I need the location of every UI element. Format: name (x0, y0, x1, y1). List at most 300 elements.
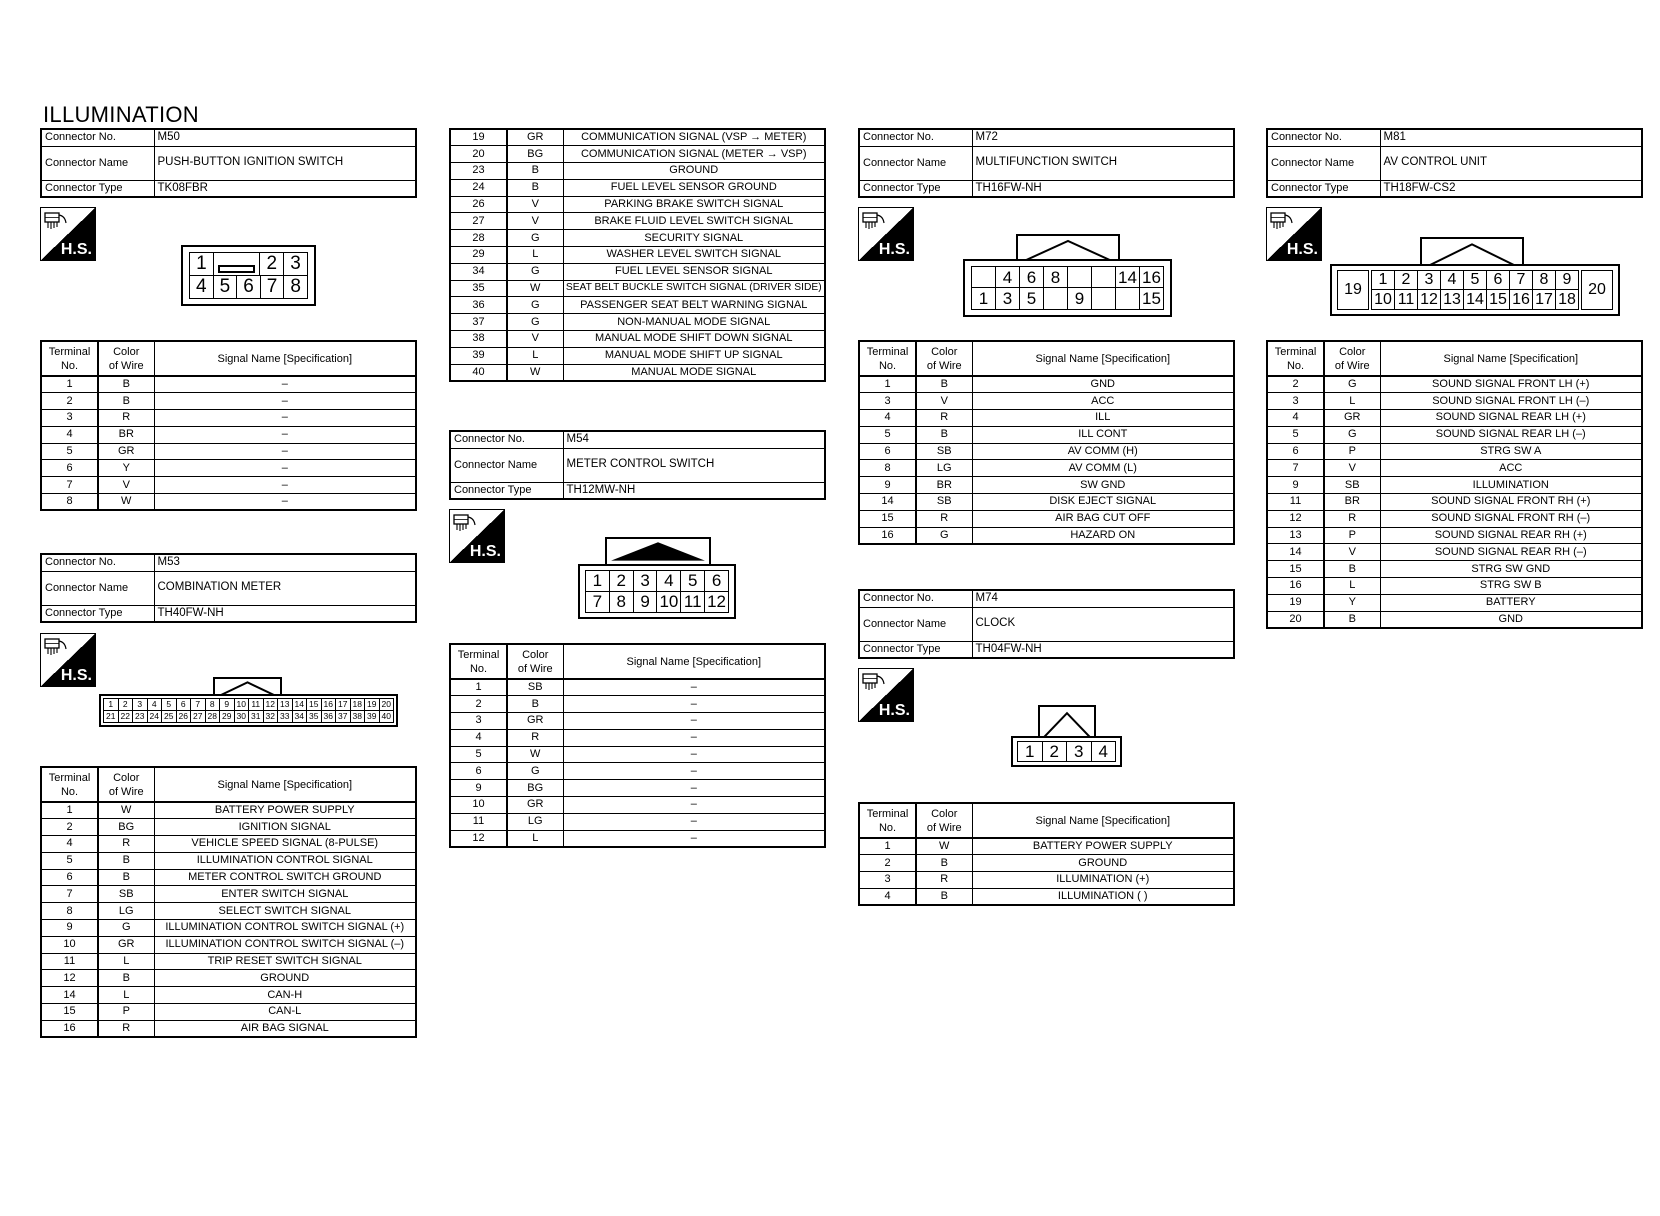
terminal-no-header-line: No. (878, 821, 897, 834)
wire-color: R (98, 1020, 154, 1037)
pin-blank (1116, 288, 1140, 309)
pin-7: 7 (191, 699, 206, 711)
wire-color: B (507, 179, 563, 196)
signal-name: ILLUMINATION (1380, 477, 1642, 494)
terminal-row (41, 987, 416, 1004)
terminal-no: 5 (41, 852, 98, 869)
connector-type-value: TH40FW-NH (154, 605, 416, 622)
wire-color: LG (507, 813, 563, 830)
wire-color: R (1324, 510, 1380, 527)
wire-color: G (98, 920, 154, 937)
terminal-row (859, 460, 1234, 477)
terminal-no-header (859, 341, 916, 376)
terminal-row (41, 852, 416, 869)
pin-17: 17 (336, 699, 351, 711)
hs-label: H.S. (878, 241, 910, 258)
connector-face-m81 (1330, 237, 1620, 316)
signal-name-header: Signal Name [Specification] (154, 341, 416, 376)
harness-connector-icon (861, 211, 887, 233)
terminal-no: 8 (41, 494, 98, 511)
pin-4: 4 (657, 571, 681, 592)
terminal-row (1267, 594, 1642, 611)
terminal-row (859, 443, 1234, 460)
signal-name-header: Signal Name [Specification] (1380, 341, 1642, 376)
terminal-no: 12 (1267, 510, 1324, 527)
pin-1: 1 (104, 699, 119, 711)
pin-6: 6 (1020, 267, 1044, 288)
signal-name: – (154, 376, 416, 393)
terminal-row (41, 443, 416, 460)
signal-name-header: Signal Name [Specification] (972, 803, 1234, 838)
terminal-row (450, 830, 825, 847)
terminal-row (450, 179, 825, 196)
pin-row (586, 592, 728, 613)
terminal-row (859, 477, 1234, 494)
wire-color: GR (507, 129, 563, 146)
signal-name: CAN-H (154, 987, 416, 1004)
pin-grid (103, 698, 394, 723)
terminal-row (1267, 426, 1642, 443)
signal-name: GND (972, 376, 1234, 393)
pin-row (586, 571, 728, 592)
wire-color: L (1324, 393, 1380, 410)
wire-color: W (916, 838, 972, 855)
terminal-row (41, 869, 416, 886)
pin-30: 30 (235, 711, 250, 723)
terminal-no-header-line: No. (878, 359, 897, 372)
pin-3: 3 (996, 288, 1020, 309)
signal-name: – (563, 763, 825, 780)
connector-no-value: M81 (1380, 129, 1642, 146)
wire-color: R (507, 729, 563, 746)
connector-no-value: M72 (972, 129, 1234, 146)
terminal-table-body (450, 679, 825, 847)
signal-name: – (563, 729, 825, 746)
connector-no-label: Connector No. (450, 431, 563, 448)
terminal-row (41, 886, 416, 903)
terminal-no: 3 (41, 410, 98, 427)
terminal-row (1267, 578, 1642, 595)
terminal-row (1267, 477, 1642, 494)
terminal-no-header-line: No. (60, 785, 79, 798)
terminal-no: 2 (450, 696, 507, 713)
terminal-no-header-line: Terminal (866, 807, 909, 820)
connector-face-m74 (1011, 705, 1122, 767)
pin-12: 12 (707, 592, 727, 612)
terminal-no: 5 (450, 746, 507, 763)
terminal-no: 7 (1267, 460, 1324, 477)
pin-13: 13 (278, 699, 293, 711)
signal-name: – (154, 443, 416, 460)
terminal-no: 5 (41, 443, 98, 460)
harness-side-icon (858, 668, 914, 722)
pin-32: 32 (264, 711, 279, 723)
pin-2: 2 (119, 699, 134, 711)
connector-info-body (1267, 129, 1642, 197)
terminal-no: 11 (1267, 494, 1324, 511)
pin-39: 39 (365, 711, 380, 723)
terminal-row (41, 920, 416, 937)
connector-latch (1038, 705, 1096, 738)
terminal-row (450, 780, 825, 797)
wire-color: V (1324, 460, 1380, 477)
pin-24: 24 (148, 711, 163, 723)
wire-color-header-line: of Wire (517, 662, 553, 675)
terminal-table-body (450, 129, 825, 381)
terminal-no: 11 (450, 813, 507, 830)
connector-no-value: M54 (563, 431, 825, 448)
pin-15: 15 (1487, 290, 1510, 309)
signal-name: ILLUMINATION (+) (972, 872, 1234, 889)
pin-blank (1092, 267, 1116, 288)
pin-3: 3 (284, 253, 307, 276)
pin-11: 11 (1395, 290, 1418, 309)
latch-triangle (1018, 236, 1118, 261)
terminal-no-header-line: Terminal (48, 771, 91, 784)
pin-13: 13 (1441, 290, 1464, 309)
connector-info-m72 (858, 128, 1235, 198)
signal-name-header: Signal Name [Specification] (972, 341, 1234, 376)
signal-name: TRIP RESET SWITCH SIGNAL (154, 953, 416, 970)
terminal-no: 3 (859, 393, 916, 410)
wire-color: W (507, 280, 563, 297)
terminal-no: 10 (450, 797, 507, 814)
signal-name: MANUAL MODE SHIFT UP SIGNAL (563, 347, 825, 364)
pin-8: 8 (290, 276, 301, 298)
connector-name-row (1267, 146, 1642, 180)
terminal-no: 9 (1267, 477, 1324, 494)
connector-no-label: Connector No. (859, 590, 972, 607)
connector-housing (99, 694, 398, 727)
pin-grid (1017, 741, 1116, 762)
connector-no-label: Connector No. (859, 129, 972, 146)
signal-name: – (154, 393, 416, 410)
terminal-row (1267, 460, 1642, 477)
connector-info-body (41, 129, 416, 197)
wire-color: B (916, 376, 972, 393)
signal-name: BRAKE FLUID LEVEL SWITCH SIGNAL (563, 213, 825, 230)
terminal-row (859, 410, 1234, 427)
signal-name: SOUND SIGNAL FRONT RH (+) (1380, 494, 1642, 511)
connector-info-m54 (449, 430, 826, 500)
wire-color: L (507, 830, 563, 847)
terminal-no: 3 (450, 713, 507, 730)
signal-name: – (563, 780, 825, 797)
connector-info-m50 (40, 128, 417, 198)
terminal-no: 39 (450, 347, 507, 364)
pin-row (1018, 742, 1115, 761)
wire-color: G (507, 763, 563, 780)
terminal-table-header (41, 341, 416, 376)
terminal-row (859, 494, 1234, 511)
wire-color: L (98, 987, 154, 1004)
signal-name: ILLUMINATION ( ) (972, 888, 1234, 905)
terminal-no-header-line: Terminal (48, 345, 91, 358)
wire-color: SB (98, 886, 154, 903)
terminal-row (450, 230, 825, 247)
terminal-no-header (859, 803, 916, 838)
terminal-no: 26 (450, 196, 507, 213)
signal-name: ILLUMINATION CONTROL SIGNAL (154, 852, 416, 869)
wire-color: R (98, 836, 154, 853)
pin-row (1372, 271, 1578, 290)
pin-28: 28 (206, 711, 221, 723)
wire-color-header-line: of Wire (1334, 359, 1370, 372)
signal-name: DISK EJECT SIGNAL (972, 494, 1234, 511)
signal-name: GROUND (563, 163, 825, 180)
signal-name: GROUND (154, 970, 416, 987)
harness-connector-icon (43, 637, 69, 659)
terminal-no: 14 (859, 494, 916, 511)
signal-name: – (154, 410, 416, 427)
pin-29: 29 (220, 711, 235, 723)
wire-color: V (507, 331, 563, 348)
wire-color: R (916, 510, 972, 527)
terminal-no: 2 (859, 855, 916, 872)
connector-housing (963, 259, 1172, 317)
wire-color: V (1324, 544, 1380, 561)
connector-no-row (859, 129, 1234, 146)
terminal-row (41, 970, 416, 987)
terminal-no-header-line: Terminal (1274, 345, 1317, 358)
wire-color: G (507, 263, 563, 280)
connector-no-label: Connector No. (41, 129, 154, 146)
terminal-row (450, 364, 825, 381)
terminal-no-header-line: No. (469, 662, 488, 675)
terminal-row (859, 527, 1234, 544)
pin-1: 1 (1372, 271, 1395, 290)
terminal-row (859, 838, 1234, 855)
wire-color: GR (98, 443, 154, 460)
signal-name: AV COMM (L) (972, 460, 1234, 477)
wire-color-header (507, 644, 563, 679)
pin-8: 8 (206, 699, 221, 711)
terminal-no: 8 (41, 903, 98, 920)
terminal-table-header (859, 803, 1234, 838)
terminal-no-header-line: No. (1286, 359, 1305, 372)
pin-10: 10 (1372, 290, 1395, 309)
terminal-no: 19 (1267, 594, 1324, 611)
pin-row (972, 288, 1163, 309)
terminal-no: 6 (41, 460, 98, 477)
pin-38: 38 (351, 711, 366, 723)
pin-2: 2 (610, 571, 634, 592)
signal-name: SOUND SIGNAL REAR RH (+) (1380, 527, 1642, 544)
wire-color-header-line: Color (931, 807, 958, 820)
wire-color: LG (916, 460, 972, 477)
signal-name: SW GND (972, 477, 1234, 494)
terminal-no: 11 (41, 953, 98, 970)
connector-type-value: TH04FW-NH (972, 641, 1234, 658)
wire-color: BG (507, 780, 563, 797)
wire-color: G (1324, 376, 1380, 393)
connector-face-m72 (963, 234, 1172, 317)
terminal-table-body (859, 838, 1234, 905)
terminal-row (1267, 527, 1642, 544)
terminal-no: 2 (41, 819, 98, 836)
terminal-no-header-line: Terminal (866, 345, 909, 358)
terminal-row (41, 1020, 416, 1037)
terminal-row (450, 163, 825, 180)
wire-color: B (507, 696, 563, 713)
pin-grid (971, 266, 1164, 310)
connector-face-m53 (99, 677, 398, 727)
wire-color: V (507, 213, 563, 230)
signal-name: ACC (972, 393, 1234, 410)
connector-name-value: MULTIFUNCTION SWITCH (972, 146, 1234, 180)
terminal-header-row (450, 644, 825, 679)
terminal-header-row (41, 767, 416, 802)
pin-15: 15 (307, 699, 322, 711)
connector-housing (1011, 736, 1122, 767)
connector-no-row (1267, 129, 1642, 146)
pin-20: 20 (380, 699, 394, 711)
signal-name: GROUND (972, 855, 1234, 872)
signal-name: – (563, 696, 825, 713)
terminal-no-header-line: No. (60, 359, 79, 372)
terminal-no: 20 (450, 146, 507, 163)
pin-row (104, 699, 393, 711)
terminal-row (41, 426, 416, 443)
pin-4: 4 (148, 699, 163, 711)
terminal-no-header-line: Terminal (457, 648, 500, 661)
pin-12: 12 (1418, 290, 1441, 309)
connector-type-value: TH18FW-CS2 (1380, 180, 1642, 197)
terminal-table-m53-continued (449, 128, 826, 382)
connector-info-m81 (1266, 128, 1643, 198)
signal-name-header: Signal Name [Specification] (154, 767, 416, 802)
pin-9: 9 (1068, 288, 1092, 309)
connector-name-row (41, 146, 416, 180)
wire-color-header (98, 341, 154, 376)
terminal-table-m50 (40, 340, 417, 511)
wire-color: SB (916, 443, 972, 460)
connector-name-row (41, 571, 416, 605)
pin-14: 14 (1116, 267, 1140, 288)
connector-type-row (859, 180, 1234, 197)
signal-name: ENTER SWITCH SIGNAL (154, 886, 416, 903)
pin-blank (972, 267, 996, 288)
wire-color: W (507, 364, 563, 381)
signal-name: ILLUMINATION CONTROL SWITCH SIGNAL (–) (154, 936, 416, 953)
pin-20: 20 (1581, 270, 1613, 310)
terminal-no-header (1267, 341, 1324, 376)
connector-name-value: CLOCK (972, 607, 1234, 641)
terminal-no: 15 (41, 1004, 98, 1021)
pin-row (190, 276, 307, 299)
wire-color: BR (1324, 494, 1380, 511)
signal-name: HAZARD ON (972, 527, 1234, 544)
terminal-row (450, 213, 825, 230)
hs-label: H.S. (1286, 241, 1318, 258)
terminal-table-m81 (1266, 340, 1643, 629)
terminal-no: 9 (41, 920, 98, 937)
wire-color-header (916, 341, 972, 376)
pin-8: 8 (1533, 271, 1556, 290)
wire-color-header-line: Color (931, 345, 958, 358)
pin-17: 17 (1533, 290, 1556, 309)
connector-no-row (859, 590, 1234, 607)
terminal-no: 6 (1267, 443, 1324, 460)
terminal-table-m72 (858, 340, 1235, 545)
connector-no-row (41, 554, 416, 571)
connector-type-value: TK08FBR (154, 180, 416, 197)
terminal-row (41, 953, 416, 970)
pin-19: 19 (365, 699, 380, 711)
terminal-row (41, 802, 416, 819)
wire-color: L (507, 247, 563, 264)
pin-3: 3 (634, 571, 658, 592)
terminal-row (450, 713, 825, 730)
wire-color: V (98, 477, 154, 494)
pin-10: 10 (657, 592, 681, 613)
pin-8: 8 (610, 592, 634, 613)
signal-name: SOUND SIGNAL REAR RH (–) (1380, 544, 1642, 561)
signal-name: – (154, 426, 416, 443)
pin-grid (1371, 270, 1579, 310)
pin-grid (585, 570, 729, 613)
wire-color: R (98, 410, 154, 427)
wire-color: BG (507, 146, 563, 163)
terminal-header-row (1267, 341, 1642, 376)
pin-11: 11 (249, 699, 264, 711)
connector-info-body (450, 431, 825, 499)
terminal-row (859, 510, 1234, 527)
terminal-no: 38 (450, 331, 507, 348)
harness-connector-icon (452, 513, 478, 535)
signal-name: METER CONTROL SWITCH GROUND (154, 869, 416, 886)
terminal-row (450, 347, 825, 364)
terminal-no: 1 (41, 802, 98, 819)
connector-info-m74 (858, 589, 1235, 659)
signal-name: ACC (1380, 460, 1642, 477)
terminal-row (450, 146, 825, 163)
connector-type-value: TH16FW-NH (972, 180, 1234, 197)
wire-color: G (1324, 426, 1380, 443)
terminal-table-m54 (449, 643, 826, 848)
wire-color: B (98, 376, 154, 393)
pin-blank (1092, 288, 1116, 309)
connector-no-value: M50 (154, 129, 416, 146)
harness-connector-icon (43, 211, 69, 233)
pin-1: 1 (190, 253, 214, 276)
wire-color: GR (507, 713, 563, 730)
wire-color: P (98, 1004, 154, 1021)
pin-19: 19 (1337, 270, 1369, 310)
terminal-table-body (41, 802, 416, 1037)
terminal-no-header (41, 341, 98, 376)
terminal-row (41, 936, 416, 953)
pin-2: 2 (1043, 742, 1068, 761)
connector-name-value: AV CONTROL UNIT (1380, 146, 1642, 180)
wire-color: P (1324, 443, 1380, 460)
pin-5: 5 (1020, 288, 1044, 309)
pin-33: 33 (278, 711, 293, 723)
pin-3: 3 (1418, 271, 1441, 290)
terminal-header-row (859, 341, 1234, 376)
pin-26: 26 (177, 711, 192, 723)
terminal-no: 1 (41, 376, 98, 393)
signal-name: AV COMM (H) (972, 443, 1234, 460)
signal-name: BATTERY (1380, 594, 1642, 611)
connector-housing (578, 564, 736, 619)
connector-no-label: Connector No. (1267, 129, 1380, 146)
pin-16: 16 (1140, 267, 1163, 288)
connector-latch (605, 537, 711, 566)
pin-18: 18 (351, 699, 366, 711)
connector-type-value: TH12MW-NH (563, 482, 825, 499)
terminal-row (450, 263, 825, 280)
